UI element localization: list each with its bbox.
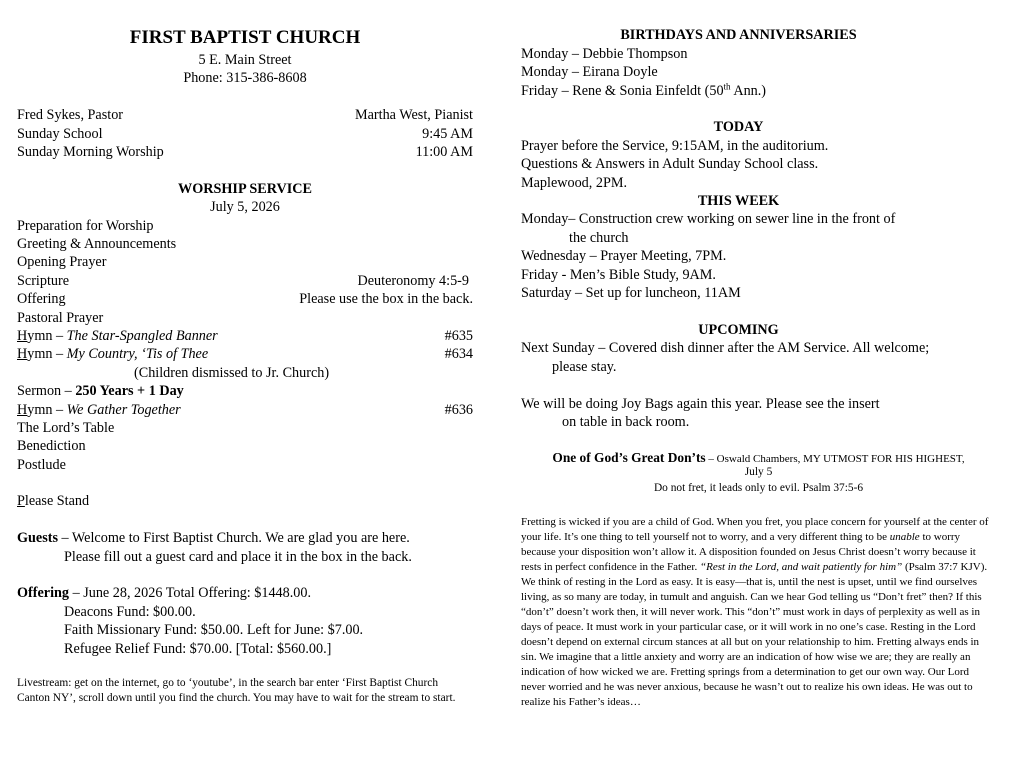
sermon-label: Sermon – xyxy=(17,383,76,399)
devotional-body-quote: “Rest in the Lord, and wait patiently for him” xyxy=(700,561,903,573)
upcoming-heading: UPCOMING xyxy=(698,322,779,338)
order-scripture xyxy=(17,272,473,290)
birthdays-heading: BIRTHDAYS AND ANNIVERSARIES xyxy=(620,27,857,43)
pianist-name: Martha West, Pianist xyxy=(355,107,473,123)
guests-label: Guests xyxy=(17,530,58,546)
offering-line-1 xyxy=(17,584,473,602)
upcoming-1: Next Sunday – Covered dish dinner after the AM Service. All welcome; xyxy=(521,340,930,356)
this-week-heading: THIS WEEK xyxy=(697,193,780,209)
hymn-3-number: #636 xyxy=(444,402,473,418)
this-week-1: Monday– Construction crew working on sewer line in the front of xyxy=(521,211,896,227)
worship-date: July 5, 2026 xyxy=(210,199,280,215)
anniversary-text-a: Friday – Rene & Sonia Einfeldt (50 xyxy=(521,83,724,99)
guests-line-1 xyxy=(17,529,473,547)
please-stand-rest: lease Stand xyxy=(24,493,90,509)
livestream-note: Livestream: get on the internet, go to ‘youtube’, in the search bar enter ‘First Baptist Church Canton NY’, scroll down until you find the church. You may have to wait for the stream to start. xyxy=(17,677,456,704)
this-week-3: Friday - Men’s Bible Study, 9AM. xyxy=(521,267,716,283)
order-hymn-2 xyxy=(17,345,473,363)
this-week-1b: the church xyxy=(569,230,629,246)
order-lords-table: The Lord’s Table xyxy=(17,420,115,436)
anniversary-text-b: Ann.) xyxy=(730,83,767,99)
sermon-title: 250 Years + 1 Day xyxy=(75,383,184,399)
sunday-school-label: Sunday School xyxy=(17,126,103,142)
hymn-2-title: My Country, ‘Tis of Thee xyxy=(66,346,209,362)
anniversary-1 xyxy=(521,82,996,100)
order-sermon xyxy=(17,382,473,400)
church-phone: Phone: 315-386-8608 xyxy=(183,70,307,86)
upcoming-2: We will be doing Joy Bags again this year. Please see the insert xyxy=(521,396,880,412)
order-opening-prayer: Opening Prayer xyxy=(17,254,107,270)
offering-total-text: – June 28, 2026 Total Offering: $1448.00. xyxy=(69,585,312,601)
today-3: Maplewood, 2PM. xyxy=(521,175,628,191)
worship-label: Sunday Morning Worship xyxy=(17,144,164,160)
refugee-relief-fund: Refugee Relief Fund: $70.00. [Total: $560.00.] xyxy=(64,641,332,657)
staff-row-pastor xyxy=(17,106,473,124)
hymn-1-title: The Star-Spangled Banner xyxy=(66,328,218,344)
guests-line-2: Please fill out a guest card and place it in the box in the back. xyxy=(64,549,412,565)
today-1: Prayer before the Service, 9:15AM, in the auditorium. xyxy=(521,138,829,154)
faith-missionary-fund: Faith Missionary Fund: $50.00. Left for June: $7.00. xyxy=(64,622,364,638)
scripture-label: Scripture xyxy=(17,273,70,289)
order-postlude: Postlude xyxy=(17,457,66,473)
sunday-school-time: 9:45 AM xyxy=(422,126,473,142)
devotional-verse: Do not fret, it leads only to evil. Psalm 37:5-6 xyxy=(653,482,864,494)
this-week-2: Wednesday – Prayer Meeting, 7PM. xyxy=(521,248,727,264)
order-hymn-3 xyxy=(17,401,473,419)
anniversary-sup: th xyxy=(723,81,731,92)
hymn-2-rest: ymn – xyxy=(27,346,67,362)
offering-note: Please use the box in the back. xyxy=(299,291,473,307)
hymn-3-line xyxy=(17,401,181,419)
deacons-fund: Deacons Fund: $00.00. xyxy=(64,604,196,620)
birthday-2: Monday – Eirana Doyle xyxy=(521,64,658,80)
hymn-3-rest: ymn – xyxy=(27,402,67,418)
birthday-1: Monday – Debbie Thompson xyxy=(521,46,688,62)
devotional-body xyxy=(521,515,996,710)
staff-row-sunday-school xyxy=(17,125,473,143)
hymn-1-rest: ymn – xyxy=(27,328,67,344)
please-stand-legend xyxy=(17,492,473,510)
order-pastoral-prayer: Pastoral Prayer xyxy=(17,310,104,326)
devotional-title: One of God’s Great Don’ts xyxy=(552,450,706,465)
hymn-1-number: #635 xyxy=(444,328,473,344)
hymn-3-title: We Gather Together xyxy=(66,402,181,418)
hymn-1-first: H xyxy=(17,328,28,344)
order-greeting: Greeting & Announcements xyxy=(17,236,177,252)
devotional-source: – Oswald Chambers, MY UTMOST FOR HIS HIGHEST, xyxy=(705,453,965,465)
scripture-ref: Deuteronomy 4:5-9 xyxy=(357,273,469,289)
worship-heading: WORSHIP SERVICE xyxy=(178,181,312,197)
guests-text-1: – Welcome to First Baptist Church. We are glad you are here. xyxy=(58,530,410,546)
today-heading: TODAY xyxy=(713,119,764,135)
devotional-body-b: to worry because your disposition won’t allow it. A disposition founded on Jesus Christ doesn’t worry because it rests in perfect confidence in the Father. xyxy=(521,531,976,573)
upcoming-1b: please stay. xyxy=(552,359,617,375)
please-stand-first: P xyxy=(17,493,25,509)
hymn-1-line xyxy=(17,327,218,345)
offering-total-label: Offering xyxy=(17,585,70,601)
this-week-4: Saturday – Set up for luncheon, 11AM xyxy=(521,285,741,301)
staff-row-worship xyxy=(17,143,473,161)
order-benediction: Benediction xyxy=(17,438,86,454)
worship-time: 11:00 AM xyxy=(415,144,473,160)
pastor-name: Fred Sykes, Pastor xyxy=(17,107,124,123)
offering-label: Offering xyxy=(17,291,66,307)
hymn-2-number: #634 xyxy=(444,346,473,362)
devotional-body-a: Fretting is wicked if you are a child of God. When you fret, you place concern for yourself at the center of your life. It’s one thing to tell yourself not to worry, and a very different thing to be xyxy=(521,516,989,543)
order-offering xyxy=(17,290,473,308)
order-prep: Preparation for Worship xyxy=(17,218,154,234)
devotional-body-c: (Psalm 37:7 KJV). We think of resting in the Lord as easy. It is easy—that is, until the nest is upset, until we find ourselves living, as so many are today, in tumult and anguish. Can we hear God telling us “Don’t fret” then? If this “don’t” doesn’t work then, it will never work. This “don’t” must work in days of perplexity as well as in days of peace. It must work in your particular case, or it will work in no one’s case. Resting in the Lord doesn’t depend on external circum stances at all but on your relationship to him. Fretting always ends in sin. We imagine that a little anxiety and worry are an indication of how wise we are; they are really an indication of how wicked we are. Fretting springs from a determination to get our own way. Our Lord never worried and he was never anxious, because he wasn’t out to realize his own ideas. He was out to realize his Father’s ideas… xyxy=(521,561,988,708)
church-address: 5 E. Main Street xyxy=(198,52,292,68)
upcoming-2b: on table in back room. xyxy=(562,414,690,430)
hymn-2-first: H xyxy=(17,346,28,362)
hymn-2-line xyxy=(17,345,208,363)
today-2: Questions & Answers in Adult Sunday School class. xyxy=(521,156,819,172)
devotional-date: July 5 xyxy=(744,466,773,478)
children-note: (Children dismissed to Jr. Church) xyxy=(134,365,330,381)
church-name: FIRST BAPTIST CHURCH xyxy=(129,27,361,48)
order-hymn-1 xyxy=(17,327,473,345)
hymn-3-first: H xyxy=(17,402,28,418)
devotional-body-unable: unable xyxy=(889,531,920,543)
